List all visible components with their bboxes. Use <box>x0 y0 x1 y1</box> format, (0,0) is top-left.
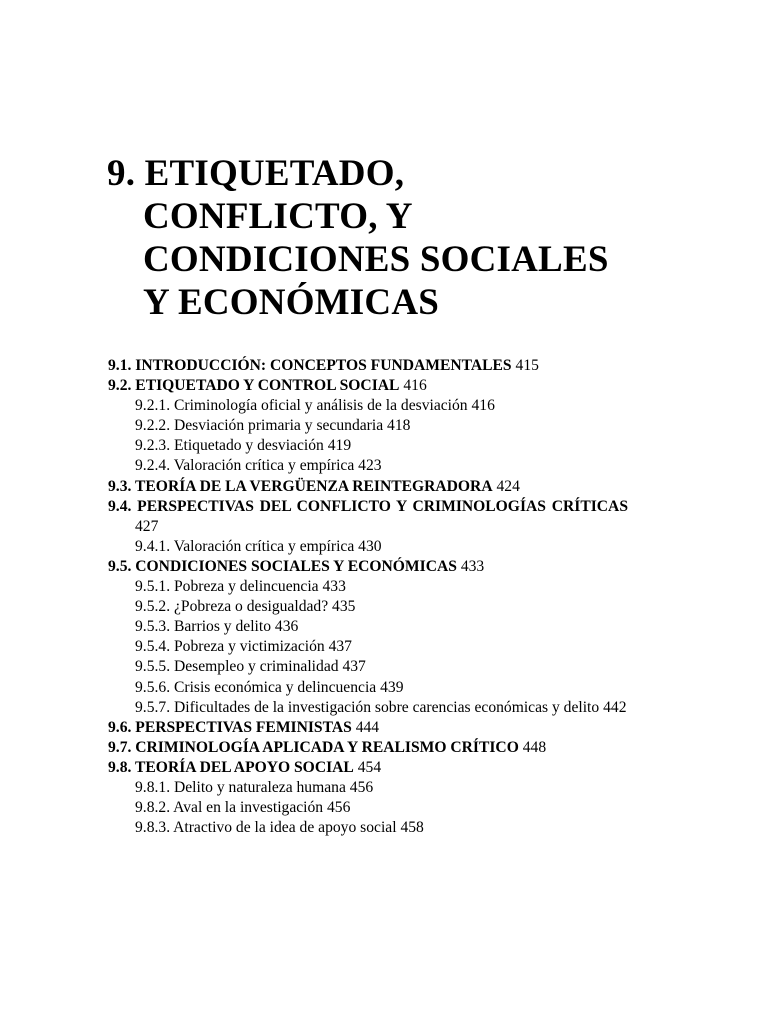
toc-page-number: 424 <box>496 477 520 495</box>
toc-subsection-title: 9.2.1. Criminología oficial y análisis de la desviación <box>135 397 468 415</box>
toc-page-number: 448 <box>522 738 547 756</box>
toc-subsection <box>108 396 628 416</box>
toc-subsection <box>108 678 628 698</box>
toc-subsection-title: 9.5.5. Desempleo y criminalidad <box>135 658 339 676</box>
toc-page-number: 439 <box>380 678 404 696</box>
toc-page-number: 427 <box>135 517 159 535</box>
toc-page-number: 458 <box>400 819 424 837</box>
toc-subsection-title: 9.5.4. Pobreza y victimización <box>135 638 325 656</box>
toc-page-number: 415 <box>515 357 539 374</box>
toc-subsection-title: 9.8.2. Aval en la investigación <box>135 799 324 817</box>
toc-section <box>108 718 628 738</box>
toc-subsection <box>108 798 628 818</box>
toc-subsection-title: 9.5.3. Barrios y delito <box>135 618 271 636</box>
toc-page-number: 437 <box>328 638 352 656</box>
toc-subsection <box>108 818 628 838</box>
toc-subsection <box>108 456 628 476</box>
toc-page-number: 416 <box>471 397 495 415</box>
toc-page-number: 444 <box>355 718 380 736</box>
table-of-contents <box>108 356 628 838</box>
toc-section <box>108 356 628 376</box>
chapter-title-line: 9. ETIQUETADO, <box>107 153 405 194</box>
toc-page-number: 418 <box>387 417 411 435</box>
toc-section-title: 9.3. TEORÍA DE LA VERGÜENZA REINTEGRADORA <box>108 477 493 495</box>
toc-subsection-title: 9.2.3. Etiquetado y desviación <box>135 437 324 455</box>
toc-subsection-title: 9.8.1. Delito y naturaleza humana <box>135 778 346 796</box>
toc-section-title: 9.8. TEORÍA DEL APOYO SOCIAL <box>108 758 354 776</box>
toc-page-number: 433 <box>460 557 485 575</box>
toc-subsection-title: 9.2.2. Desviación primaria y secundaria <box>135 417 384 435</box>
toc-section-title: 9.5. CONDICIONES SOCIALES Y ECONÓMICAS <box>108 557 457 575</box>
chapter-title-line: CONFLICTO, Y <box>143 196 413 237</box>
toc-page-number: 456 <box>349 778 374 796</box>
toc-subsection <box>108 698 628 718</box>
toc-section-title: 9.2. ETIQUETADO Y CONTROL SOCIAL <box>108 377 400 395</box>
toc-page-number: 416 <box>403 377 427 395</box>
toc-section <box>108 376 628 396</box>
toc-page-number: 430 <box>358 537 382 555</box>
toc-subsection <box>108 537 628 557</box>
toc-section-title: 9.1. INTRODUCCIÓN: CONCEPTOS FUNDAMENTALES <box>108 357 512 374</box>
toc-subsection-title: 9.5.2. ¿Pobreza o desigualdad? <box>135 598 329 616</box>
chapter-title-line: Y ECONÓMICAS <box>143 282 440 323</box>
toc-page-number: 437 <box>342 658 366 676</box>
toc-subsection-title: 9.2.4. Valoración crítica y empírica <box>135 457 355 475</box>
toc-subsection-title: 9.5.6. Crisis económica y delincuencia <box>135 678 377 696</box>
chapter-title <box>107 152 609 324</box>
toc-subsection <box>108 416 628 436</box>
toc-subsection-title: 9.5.1. Pobreza y delincuencia <box>135 578 319 596</box>
toc-section <box>108 758 628 778</box>
toc-subsection <box>108 617 628 637</box>
toc-section <box>108 497 628 537</box>
toc-subsection-title: 9.8.3. Atractivo de la idea de apoyo social <box>135 819 397 837</box>
toc-page-number: 454 <box>357 758 382 776</box>
toc-subsection <box>108 637 628 657</box>
toc-page-number: 435 <box>332 598 356 616</box>
toc-page-number: 456 <box>327 799 351 817</box>
toc-subsection <box>108 778 628 798</box>
toc-section-title: 9.6. PERSPECTIVAS FEMINISTAS <box>108 718 352 736</box>
toc-section-title: 9.4. PERSPECTIVAS DEL CONFLICTO Y CRIMINOLOGÍAS CRÍTICAS <box>108 497 628 515</box>
toc-page-number: 423 <box>358 457 382 475</box>
chapter-title-line: CONDICIONES SOCIALES <box>143 239 609 280</box>
toc-section <box>108 557 628 577</box>
toc-subsection <box>108 577 628 597</box>
toc-subsection <box>108 436 628 456</box>
toc-page-number: 419 <box>327 437 352 455</box>
toc-subsection <box>108 597 628 617</box>
toc-page-number: 433 <box>322 578 346 596</box>
toc-subsection <box>108 657 628 677</box>
toc-subsection-title: 9.4.1. Valoración crítica y empírica <box>135 537 355 555</box>
toc-subsection-title: 9.5.7. Dificultades de la investigación sobre carencias económicas y delito <box>135 698 600 716</box>
toc-section-title: 9.7. CRIMINOLOGÍA APLICADA Y REALISMO CRÍTICO <box>108 738 519 756</box>
toc-section <box>108 477 628 497</box>
toc-page-number: 436 <box>274 618 299 636</box>
toc-page-number: 442 <box>603 698 627 716</box>
toc-section <box>108 738 628 758</box>
